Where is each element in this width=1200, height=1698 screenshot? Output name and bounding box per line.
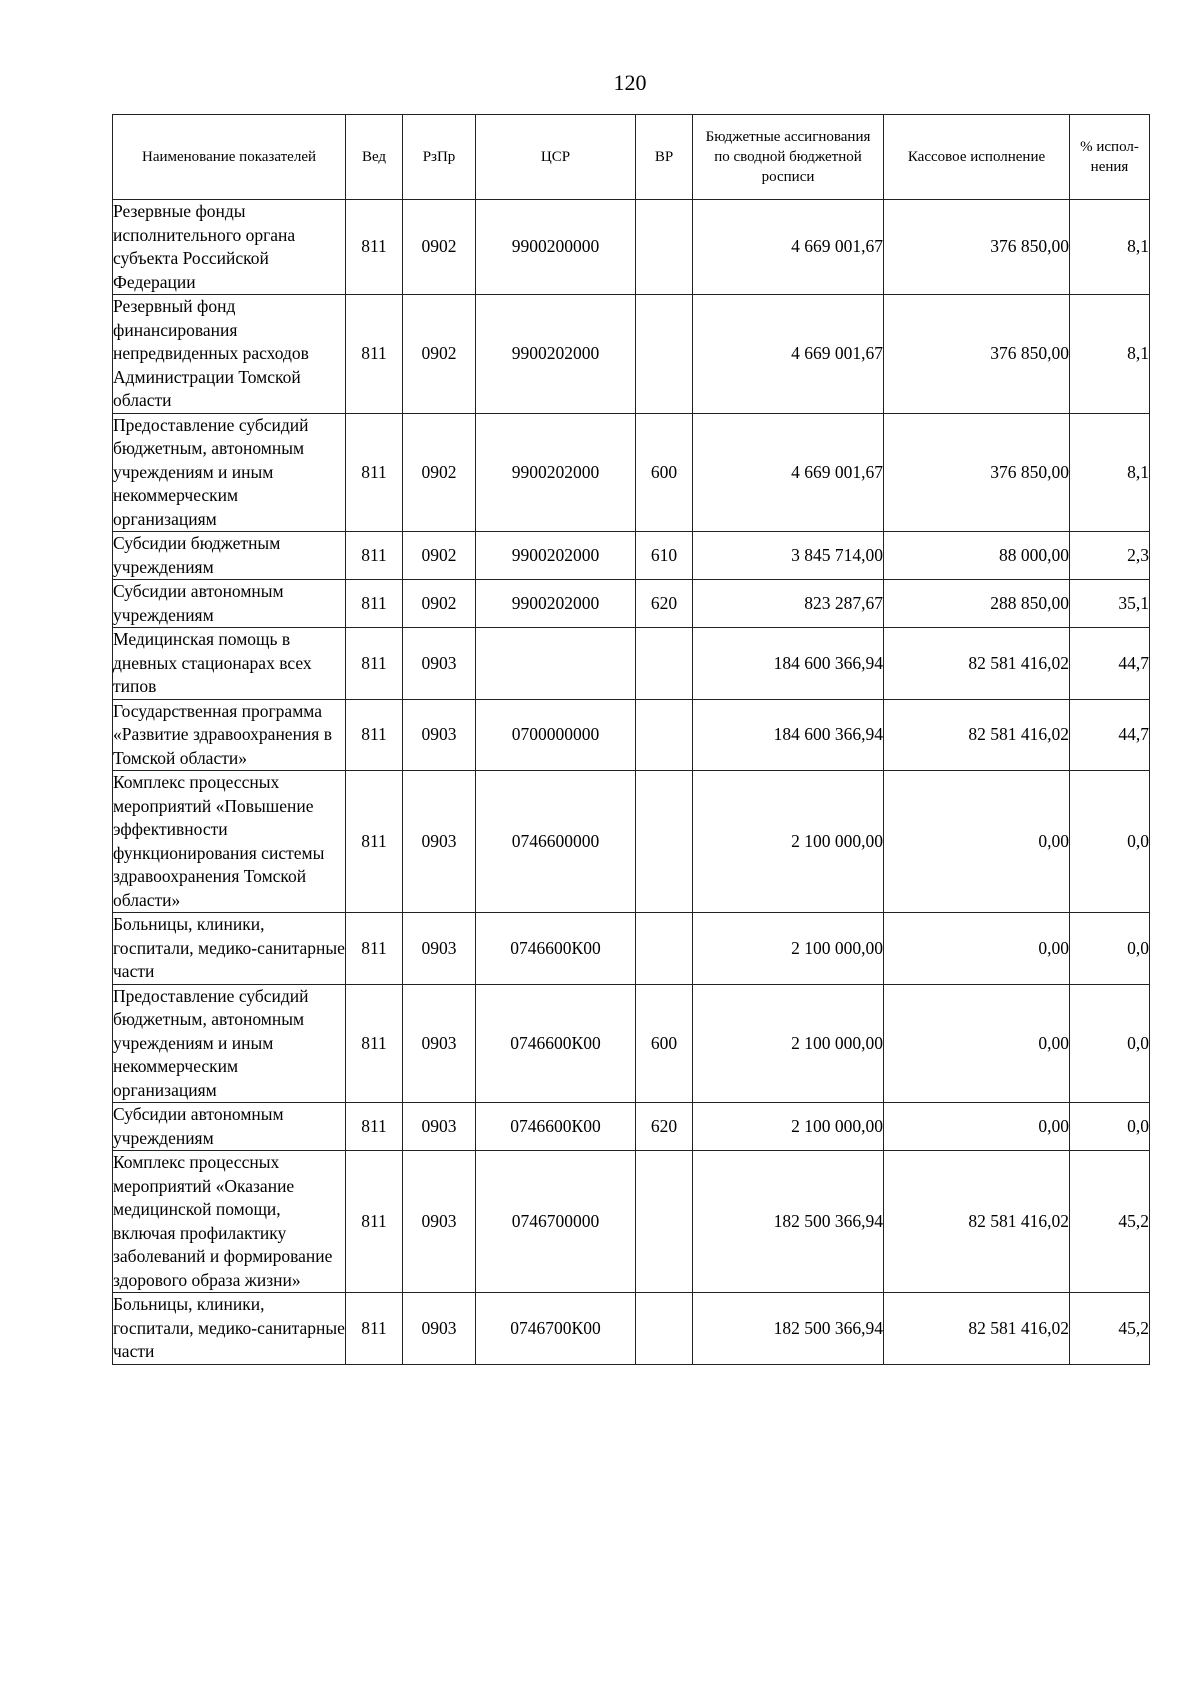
row-budget: 2 100 000,00 [693, 771, 884, 913]
row-cash: 376 850,00 [884, 295, 1070, 414]
row-percent: 35,1 [1070, 580, 1150, 628]
row-name: Больницы, клиники, госпитали, медико-санитарные части [113, 1293, 346, 1365]
row-cash: 376 850,00 [884, 413, 1070, 532]
row-budget: 823 287,67 [693, 580, 884, 628]
row-name: Резервные фонды исполнительного органа субъекта Российской Федерации [113, 200, 346, 295]
column-header-percent: % испол-нения [1070, 115, 1150, 200]
row-name: Субсидии автономным учреждениям [113, 580, 346, 628]
page-number: 120 [613, 70, 647, 95]
row-name: Комплекс процессных мероприятий «Оказание медицинской помощи, включая профилактику заболеваний и формирование здорового образа жизни» [113, 1151, 346, 1293]
row-csr: 9900202000 [476, 580, 636, 628]
table-row [113, 580, 1150, 628]
column-header-cash: Кассовое исполнение [884, 115, 1070, 200]
row-ved: 811 [346, 295, 403, 414]
row-budget: 2 100 000,00 [693, 913, 884, 985]
row-name: Медицинская помощь в дневных стационарах всех типов [113, 628, 346, 700]
row-budget: 2 100 000,00 [693, 984, 884, 1103]
row-cash: 376 850,00 [884, 200, 1070, 295]
row-name: Предоставление субсидий бюджетным, автономным учреждениям и иным некоммерческим организациям [113, 413, 346, 532]
row-csr: 0746700К00 [476, 1293, 636, 1365]
row-percent: 8,1 [1070, 200, 1150, 295]
row-percent: 0,0 [1070, 913, 1150, 985]
row-rzpr: 0903 [403, 913, 476, 985]
column-header-rzpr: РзПр [403, 115, 476, 200]
row-name: Комплекс процессных мероприятий «Повышение эффективности функционирования системы здравоохранения Томской области» [113, 771, 346, 913]
table-row [113, 413, 1150, 532]
table-row [113, 984, 1150, 1103]
row-budget: 2 100 000,00 [693, 1103, 884, 1151]
column-header-vr: ВР [636, 115, 693, 200]
row-csr: 9900202000 [476, 532, 636, 580]
row-vr: 620 [636, 580, 693, 628]
row-vr: 600 [636, 413, 693, 532]
table-row [113, 1103, 1150, 1151]
row-budget: 3 845 714,00 [693, 532, 884, 580]
row-percent: 2,3 [1070, 532, 1150, 580]
row-csr: 0746700000 [476, 1151, 636, 1293]
row-percent: 44,7 [1070, 699, 1150, 771]
table-row [113, 532, 1150, 580]
row-rzpr: 0902 [403, 413, 476, 532]
row-rzpr: 0902 [403, 532, 476, 580]
row-ved: 811 [346, 1103, 403, 1151]
row-vr: 610 [636, 532, 693, 580]
row-percent: 45,2 [1070, 1151, 1150, 1293]
row-csr: 0746600К00 [476, 913, 636, 985]
budget-execution-table [112, 114, 1150, 1365]
row-cash: 0,00 [884, 771, 1070, 913]
row-csr: 0746600К00 [476, 984, 636, 1103]
row-rzpr: 0903 [403, 771, 476, 913]
row-ved: 811 [346, 1293, 403, 1365]
row-percent: 45,2 [1070, 1293, 1150, 1365]
row-percent: 8,1 [1070, 413, 1150, 532]
row-budget: 4 669 001,67 [693, 413, 884, 532]
row-name: Государственная программа «Развитие здравоохранения в Томской области» [113, 699, 346, 771]
row-ved: 811 [346, 984, 403, 1103]
row-name: Больницы, клиники, госпитали, медико-санитарные части [113, 913, 346, 985]
row-ved: 811 [346, 628, 403, 700]
row-percent: 8,1 [1070, 295, 1150, 414]
row-name: Субсидии автономным учреждениям [113, 1103, 346, 1151]
row-budget: 182 500 366,94 [693, 1293, 884, 1365]
row-budget: 184 600 366,94 [693, 628, 884, 700]
row-rzpr: 0903 [403, 984, 476, 1103]
row-vr: 600 [636, 984, 693, 1103]
row-vr [636, 1151, 693, 1293]
row-rzpr: 0902 [403, 200, 476, 295]
row-csr: 9900202000 [476, 413, 636, 532]
row-percent: 44,7 [1070, 628, 1150, 700]
row-csr [476, 628, 636, 700]
row-cash: 82 581 416,02 [884, 628, 1070, 700]
table-row [113, 699, 1150, 771]
row-vr [636, 1293, 693, 1365]
row-ved: 811 [346, 532, 403, 580]
column-header-csr: ЦСР [476, 115, 636, 200]
row-budget: 182 500 366,94 [693, 1151, 884, 1293]
column-header-ved: Вед [346, 115, 403, 200]
table-row [113, 771, 1150, 913]
column-header-name: Наименование показателей [113, 115, 346, 200]
row-vr [636, 771, 693, 913]
row-percent: 0,0 [1070, 1103, 1150, 1151]
table-row [113, 295, 1150, 414]
row-budget: 184 600 366,94 [693, 699, 884, 771]
row-csr: 9900202000 [476, 295, 636, 414]
row-ved: 811 [346, 913, 403, 985]
row-percent: 0,0 [1070, 771, 1150, 913]
row-csr: 0700000000 [476, 699, 636, 771]
row-rzpr: 0903 [403, 1151, 476, 1293]
row-csr: 0746600К00 [476, 1103, 636, 1151]
table-row [113, 1293, 1150, 1365]
row-budget: 4 669 001,67 [693, 295, 884, 414]
row-rzpr: 0902 [403, 580, 476, 628]
row-vr [636, 628, 693, 700]
row-rzpr: 0903 [403, 699, 476, 771]
row-csr: 0746600000 [476, 771, 636, 913]
row-ved: 811 [346, 771, 403, 913]
row-vr [636, 295, 693, 414]
row-vr [636, 699, 693, 771]
row-ved: 811 [346, 1151, 403, 1293]
row-ved: 811 [346, 200, 403, 295]
row-rzpr: 0903 [403, 1103, 476, 1151]
row-cash: 82 581 416,02 [884, 1293, 1070, 1365]
row-ved: 811 [346, 699, 403, 771]
table-row [113, 200, 1150, 295]
row-vr: 620 [636, 1103, 693, 1151]
row-cash: 0,00 [884, 1103, 1070, 1151]
row-budget: 4 669 001,67 [693, 200, 884, 295]
row-cash: 82 581 416,02 [884, 699, 1070, 771]
row-name: Субсидии бюджетным учреждениям [113, 532, 346, 580]
row-percent: 0,0 [1070, 984, 1150, 1103]
row-ved: 811 [346, 413, 403, 532]
row-cash: 82 581 416,02 [884, 1151, 1070, 1293]
row-rzpr: 0902 [403, 295, 476, 414]
table-row [113, 1151, 1150, 1293]
row-cash: 288 850,00 [884, 580, 1070, 628]
row-name: Резервный фонд финансирования непредвиденных расходов Администрации Томской области [113, 295, 346, 414]
table-row [113, 913, 1150, 985]
row-ved: 811 [346, 580, 403, 628]
column-header-budget: Бюджетные ассигнования по сводной бюджетной росписи [693, 115, 884, 200]
row-rzpr: 0903 [403, 1293, 476, 1365]
row-vr [636, 200, 693, 295]
table-row [113, 628, 1150, 700]
row-rzpr: 0903 [403, 628, 476, 700]
table-header-row [113, 115, 1150, 200]
row-csr: 9900200000 [476, 200, 636, 295]
row-cash: 0,00 [884, 913, 1070, 985]
row-vr [636, 913, 693, 985]
row-cash: 88 000,00 [884, 532, 1070, 580]
row-name: Предоставление субсидий бюджетным, автономным учреждениям и иным некоммерческим организациям [113, 984, 346, 1103]
row-cash: 0,00 [884, 984, 1070, 1103]
